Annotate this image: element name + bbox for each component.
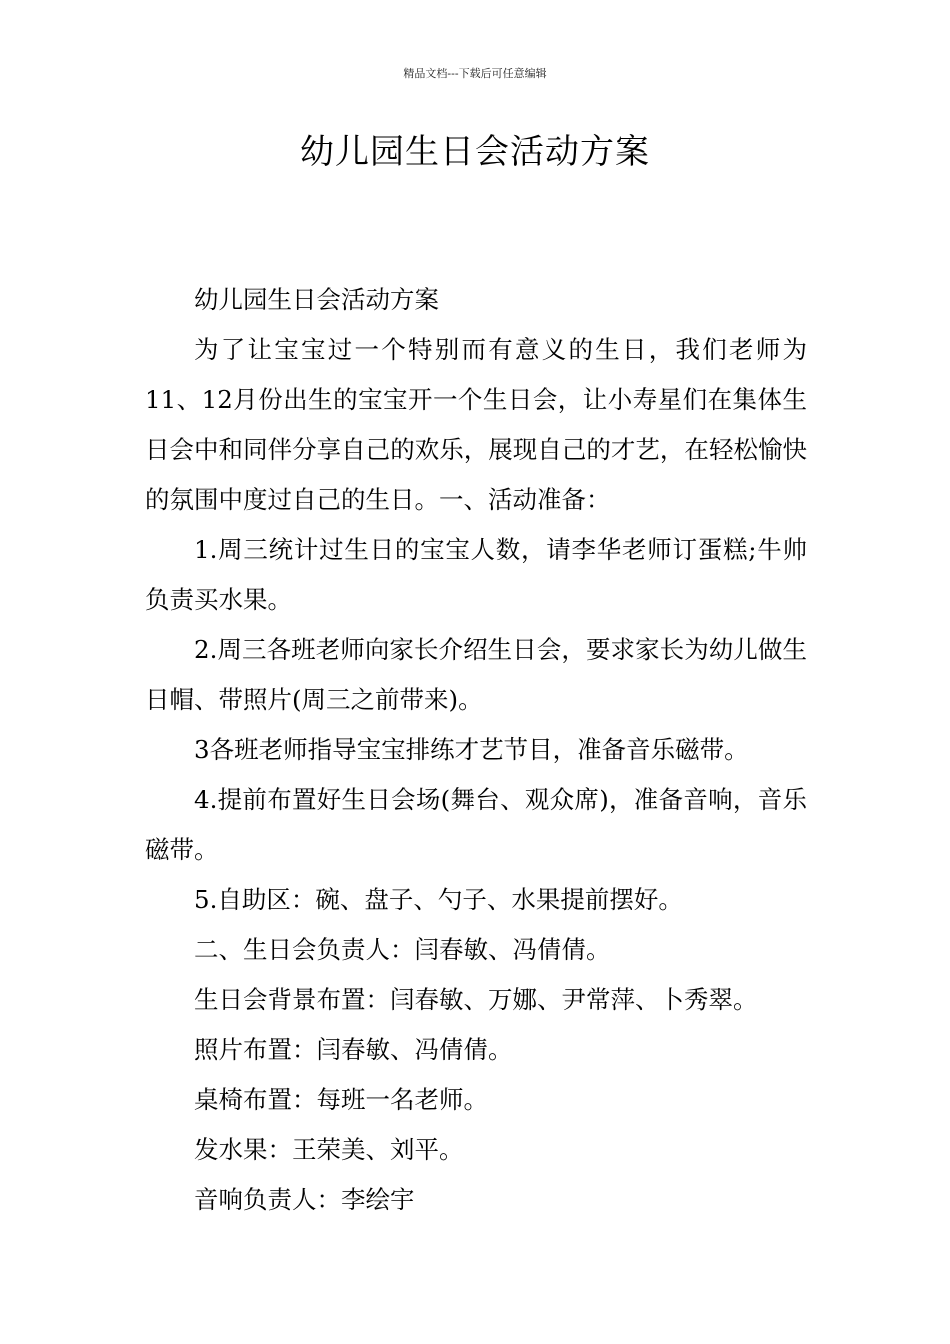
paragraph-item-5: 5.自助区：碗、盘子、勺子、水果提前摆好。 [194, 885, 683, 914]
paragraph-item-4: 4.提前布置好生日会场(舞台、观众席)，准备音响，音乐磁带。 [145, 785, 807, 864]
paragraph-item-1: 1.周三统计过生日的宝宝人数，请李华老师订蛋糕;牛帅负责买水果。 [145, 535, 807, 614]
paragraph-item-3: 3各班老师指导宝宝排练才艺节目，准备音乐磁带。 [194, 735, 749, 764]
paragraph-background: 生日会背景布置：闫春敏、万娜、尹常萍、卜秀翠。 [194, 985, 758, 1014]
paragraph-section-2: 二、生日会负责人：闫春敏、冯倩倩。 [194, 935, 611, 964]
paragraph-audio: 音响负责人：李绘宇 [194, 1185, 415, 1214]
header-note: 精品文档---下载后可任意编辑 [403, 67, 547, 80]
paragraph-item-2: 2.周三各班老师向家长介绍生日会，要求家长为幼儿做生日帽、带照片(周三之前带来)。 [145, 635, 807, 714]
paragraph-photos: 照片布置：闫春敏、冯倩倩。 [194, 1035, 513, 1064]
paragraph-fruit: 发水果：王荣美、刘平。 [194, 1135, 464, 1164]
document-body [145, 275, 807, 1225]
document-title: 幼儿园生日会活动方案 [300, 132, 650, 172]
paragraph-intro: 为了让宝宝过一个特别而有意义的生日，我们老师为11、12月份出生的宝宝开一个生日会，让小寿星们在集体生日会中和同伴分享自己的欢乐，展现自己的才艺，在轻松愉快的氛围中度过自己的生日。一、活动准备： [145, 335, 807, 514]
paragraph-subtitle: 幼儿园生日会活动方案 [194, 285, 439, 314]
paragraph-furniture: 桌椅布置：每班一名老师。 [194, 1085, 488, 1114]
